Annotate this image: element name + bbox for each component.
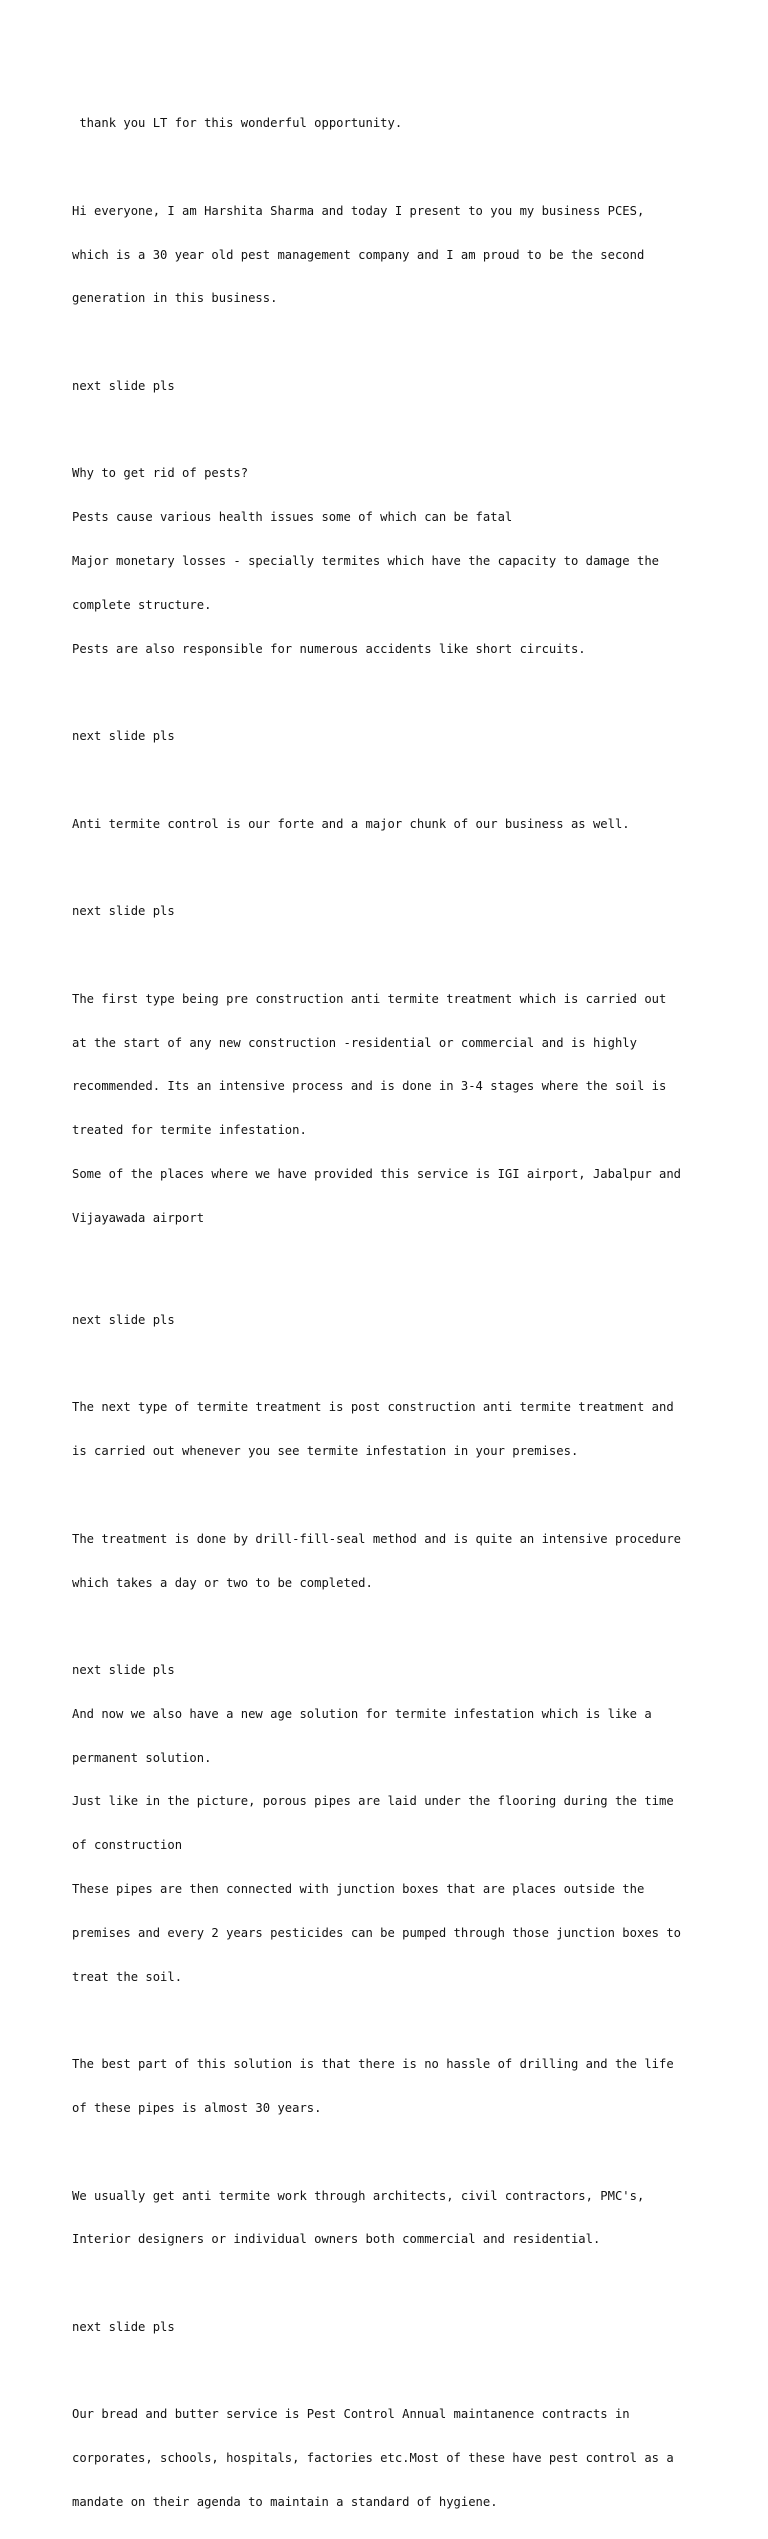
text-line: corporates, schools, hospitals, factories etc.Most of these have pest control as a xyxy=(72,2451,674,2466)
text-line: Just like in the picture, porous pipes are laid under the flooring during the time xyxy=(72,1794,674,1809)
text-line: mandate on their agenda to maintain a standard of hygiene. xyxy=(72,2494,498,2509)
text-line: Hi everyone, I am Harshita Sharma and today I present to you my business PCES, xyxy=(72,203,645,218)
text-line: These pipes are then connected with junction boxes that are places outside the xyxy=(72,1882,645,1897)
text-line: next slide pls xyxy=(72,904,175,919)
text-line: Vijayawada airport xyxy=(72,1210,205,1225)
paragraph-post-construction xyxy=(72,1371,712,1488)
text-line: Interior designers or individual owners both commercial and residential. xyxy=(72,2232,601,2247)
text-line: The first type being pre construction anti termite treatment which is carried out xyxy=(72,991,667,1006)
text-line: next slide pls xyxy=(72,1312,175,1327)
text-line: which is a 30 year old pest management company and I am proud to be the second xyxy=(72,247,645,262)
text-line: And now we also have a new age solution for termite infestation which is like a xyxy=(72,1706,652,1721)
paragraph-amc xyxy=(72,2378,712,2539)
paragraph-why-pests xyxy=(72,437,712,685)
paragraph-best-part xyxy=(72,2028,712,2145)
text-line: at the start of any new construction -residential or commercial and is highly xyxy=(72,1035,637,1050)
text-line: We usually get anti termite work through architects, civil contractors, PMC's, xyxy=(72,2188,645,2203)
paragraph-intro xyxy=(72,175,712,336)
text-line: premises and every 2 years pesticides can be pumped through those junction boxes to xyxy=(72,1925,682,1940)
text-line: generation in this business. xyxy=(72,291,278,306)
paragraph-next-slide xyxy=(72,350,712,423)
text-line: Our bread and butter service is Pest Control Annual maintanence contracts in xyxy=(72,2407,630,2422)
text-line: Why to get rid of pests? xyxy=(72,466,249,481)
text-line: recommended. Its an intensive process and is done in 3-4 stages where the soil is xyxy=(72,1079,667,1094)
paragraph-thanks xyxy=(72,87,712,160)
text-line: treat the soil. xyxy=(72,1969,183,1984)
text-line: treated for termite infestation. xyxy=(72,1123,307,1138)
text-line: of construction xyxy=(72,1838,183,1853)
text-line: The next type of termite treatment is post construction anti termite treatment and xyxy=(72,1400,674,1415)
text-line: next slide pls xyxy=(72,378,175,393)
paragraph-drill-fill-seal xyxy=(72,1503,712,1620)
paragraph-anti-termite xyxy=(72,788,712,861)
text-line: Anti termite control is our forte and a major chunk of our business as well. xyxy=(72,816,630,831)
text-line: thank you LT for this wonderful opportunity. xyxy=(72,116,403,131)
text-line: of these pipes is almost 30 years. xyxy=(72,2100,322,2115)
text-line: Major monetary losses - specially termites which have the capacity to damage the xyxy=(72,554,659,568)
text-line: permanent solution. xyxy=(72,1750,212,1765)
paragraph-next-slide xyxy=(72,1284,712,1357)
paragraph-next-slide xyxy=(72,875,712,948)
text-line: Pests are also responsible for numerous accidents like short circuits. xyxy=(72,641,586,656)
text-line: which takes a day or two to be completed. xyxy=(72,1575,373,1590)
blank-line xyxy=(72,1269,712,1284)
paragraph-next-slide xyxy=(72,2291,712,2364)
document-body xyxy=(72,87,712,2539)
text-line: next slide pls xyxy=(72,2319,175,2334)
paragraph-new-age-solution xyxy=(72,1634,712,2013)
text-line: complete structure. xyxy=(72,597,212,612)
text-line: is carried out whenever you see termite infestation in your premises. xyxy=(72,1444,579,1459)
text-line: Some of the places where we have provided this service is IGI airport, Jabalpur and xyxy=(72,1166,682,1181)
paragraph-sources xyxy=(72,2159,712,2276)
text-line: The best part of this solution is that there is no hassle of drilling and the life xyxy=(72,2057,674,2072)
paragraph-next-slide xyxy=(72,700,712,773)
paragraph-pre-construction xyxy=(72,963,712,1255)
text-line: The treatment is done by drill-fill-seal method and is quite an intensive procedure xyxy=(72,1531,682,1546)
text-line: next slide pls xyxy=(72,1663,175,1678)
text-line: next slide pls xyxy=(72,729,175,744)
text-line: Pests cause various health issues some of which can be fatal xyxy=(72,510,513,525)
